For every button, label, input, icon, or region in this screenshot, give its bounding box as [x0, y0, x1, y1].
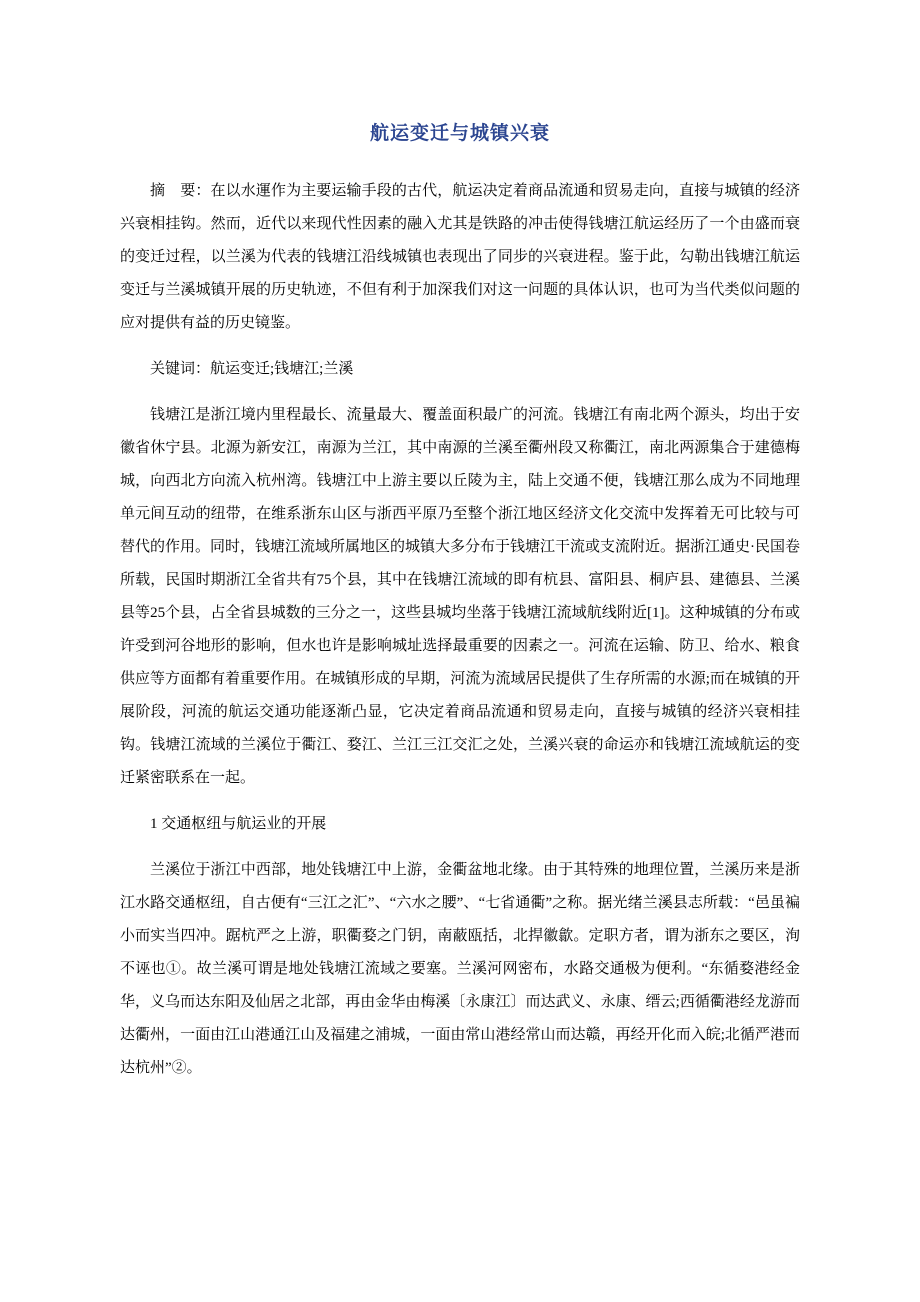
- document-title: 航运变迁与城镇兴衰: [369, 123, 550, 144]
- section-heading-1: 1 交通枢纽与航运业的开展: [150, 816, 327, 832]
- paragraph-abstract: 摘 要：在以水運作为主要运输手段的古代，航运决定着商品流通和贸易走向，直接与城镇的经济兴衰相挂钩。然而，近代以来现代性因素的融入尤其是铁路的冲击使得钱塘江航运经历了一个由盛而衰的变迁过程，以兰溪为代表的钱塘江沿线城镇也表现出了同步的兴衰进程。鉴于此，勾勒出钱塘江航运变迁与兰溪城镇开展的历史轨迹，不但有利于加深我们对这一问题的具体认识，也可为当代类似问题的应对提供有益的历史镜鉴。: [120, 183, 800, 331]
- paragraph-body-2: 兰溪位于浙江中西部，地处钱塘江中上游，金衢盆地北缘。由于其特殊的地理位置，兰溪历来是浙江水路交通枢纽，自古便有“三江之汇”、“六水之腰”、“七省通衢”之称。据光绪兰溪县志所载：“邑虽褊小而实当四冲。踞杭严之上游，职衢婺之门钥，南蔽瓯括，北捍徽歙。定职方者，谓为浙东之要区，洵不诬也①。故兰溪可谓是地处钱塘江流域之要塞。兰溪河网密布，水路交通极为便利。“东循婺港经金华，义乌而达东阳及仙居之北部，再由金华由梅溪〔永康江〕而达武义、永康、缙云;西循衢港经龙游而达衢州，一面由江山港通江山及福建之浦城，一面由常山港经常山而达赣，再经开化而入皖;北循严港而达杭州”②。: [120, 862, 800, 1076]
- paragraph-body-1: 钱塘江是浙江境内里程最长、流量最大、覆盖面积最广的河流。钱塘江有南北两个源头，均出于安徽省休宁县。北源为新安江，南源为兰江，其中南源的兰溪至衢州段又称衢江，南北两源集合于建德梅城，向西北方向流入杭州湾。钱塘江中上游主要以丘陵为主，陆上交通不便，钱塘江那么成为不同地理单元间互动的纽带，在维系浙东山区与浙西平原乃至整个浙江地区经济文化交流中发挥着无可比较与可替代的作用。同时，钱塘江流域所属地区的城镇大多分布于钱塘江干流或支流附近。据浙江通史·民国卷所载，民国时期浙江全省共有75个县，其中在钱塘江流域的即有杭县、富阳县、桐庐县、建德县、兰溪县等25个县，占全省县城数的三分之一，这些县城均坐落于钱塘江流域航线附近[1]。这种城镇的分布或许受到河谷地形的影响，但水也许是影响城址选择最重要的因素之一。河流在运输、防卫、给水、粮食供应等方面都有着重要作用。在城镇形成的早期，河流为流域居民提供了生存所需的水源;而在城镇的开展阶段，河流的航运交通功能逐渐凸显，它决定着商品流通和贸易走向，直接与城镇的经济兴衰相挂钩。钱塘江流域的兰溪位于衢江、婺江、兰江三江交汇之处，兰溪兴衰的命运亦和钱塘江流域航运的变迁紧密联系在一起。: [120, 407, 800, 786]
- paragraph-keywords: 关键词：航运变迁;钱塘江;兰溪: [150, 361, 354, 377]
